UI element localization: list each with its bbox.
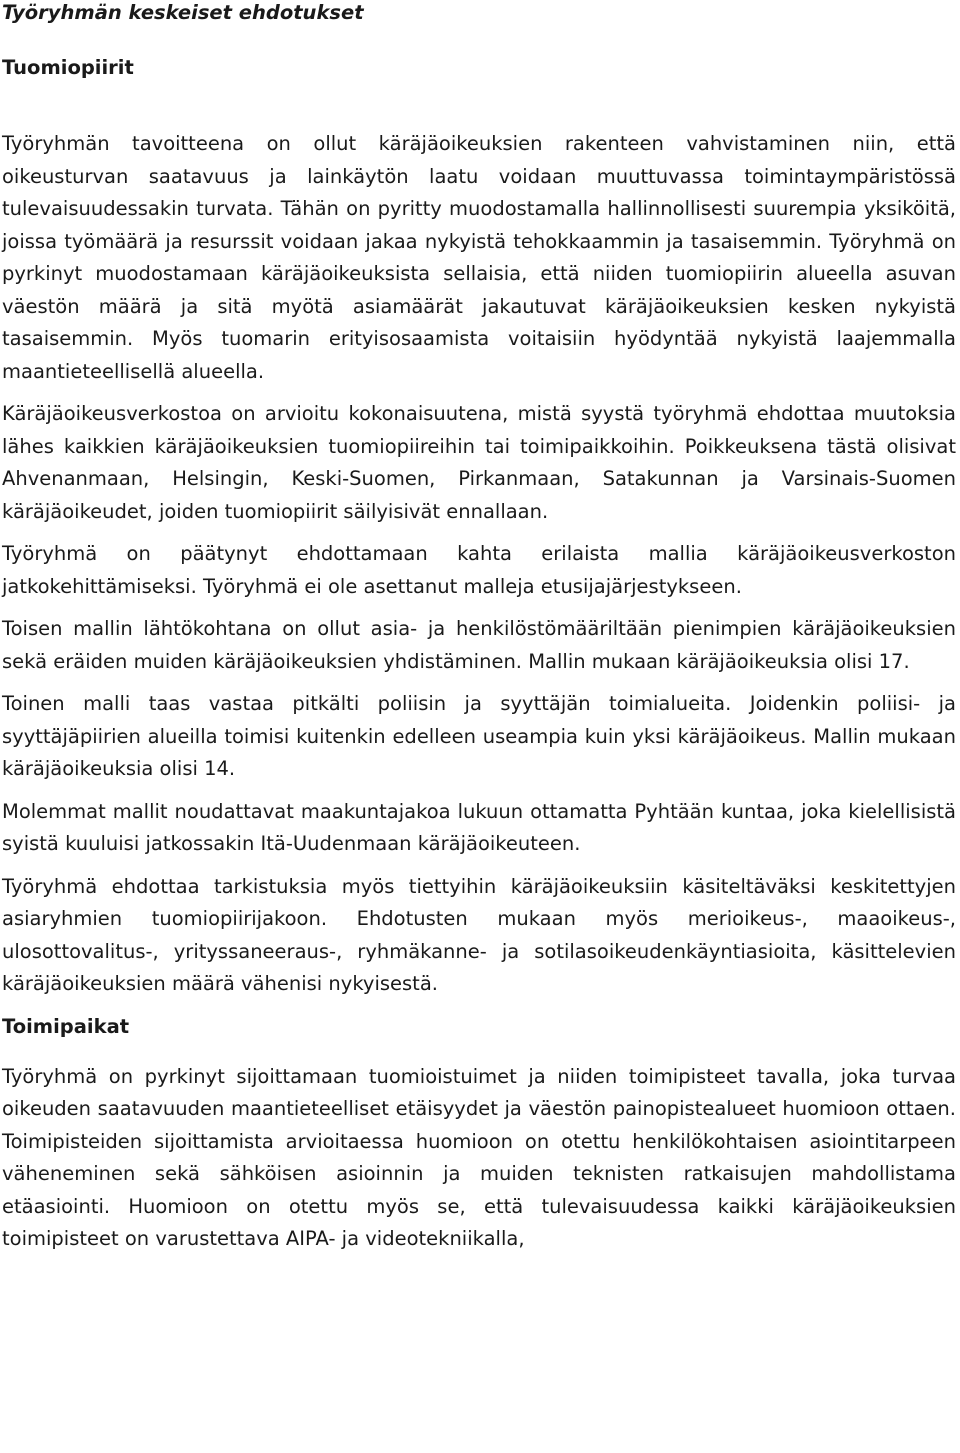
paragraph-1: Työryhmän tavoitteena on ollut käräjäoikeuksien rakenteen vahvistaminen niin, että oikeusturvan saatavuus ja lainkäytön laatu voidaan muuttuvassa toimintaympäristössä tulevaisuudessakin turvata. Tähän on pyritty muodostamalla hallinnollisesti suurempia yksiköitä, joissa työmäärä ja resurssit voidaan jakaa nykyistä tehokkaammin ja tasaisemmin. Työryhmä on pyrkinyt muodostamaan käräjäoikeuksista sellaisia, että niiden tuomiopiirin alueella asuvan väestön määrä ja sitä myötä asiamäärät jakautuvat käräjäoikeuksien kesken nykyistä tasaisemmin. Myös tuomarin erityisosaamista voitaisiin hyödyntää nykyistä laajemmalla maantieteellisellä alueella. [2, 132, 956, 383]
paragraph-3: Työryhmä on päätynyt ehdottamaan kahta erilaista mallia käräjäoikeusverkoston jatkokehittämiseksi. Työryhmä ei ole asettanut malleja etusijajärjestykseen. [2, 542, 956, 598]
paragraph-7: Työryhmä ehdottaa tarkistuksia myös tiettyihin käräjäoikeuksiin käsiteltäväksi keskitettyjen asiaryhmien tuomiopiirijakoon. Ehdotusten mukaan myös merioikeus-, maaoikeus-, ulosottovalitus-, yrityssaneeraus-, ryhmäkanne- ja sotilasoikeudenkäyntiasioita, käsittelevien käräjäoikeuksien määrä vähenisi nykyisestä. [2, 874, 956, 995]
paragraph-8: Työryhmä on pyrkinyt sijoittamaan tuomioistuimet ja niiden toimipisteet tavalla, joka turvaa oikeuden saatavuuden maantieteelliset etäisyydet ja väestön painopistealueet huomioon ottaen. Toimipisteiden sijoittamista arvioitaessa huomioon on otettu henkilökohtaisen asiointitarpeen väheneminen sekä sähköisen asioinnin ja muiden teknisten ratkaisujen mahdollistama etäasiointi. Huomioon on otettu myös se, että tulevaisuudessa kaikki käräjäoikeuksien toimipisteet on varustettava AIPA- ja videotekniikalla, [2, 1064, 956, 1250]
paragraph-6: Molemmat mallit noudattavat maakuntajakoa lukuun ottamatta Pyhtään kuntaa, joka kielellisistä syistä kuuluisi jatkossakin Itä-Uudenmaan käräjäoikeuteen. [2, 799, 956, 855]
paragraph-2: Käräjäoikeusverkostoa on arvioitu kokonaisuutena, mistä syystä työryhmä ehdottaa muutoksia lähes kaikkien käräjäoikeuksien tuomiopiireihin tai toimipaikkoihin. Poikkeuksena tästä olisivat Ahvenanmaan, Helsingin, Keski-Suomen, Pirkanmaan, Satakunnan ja Varsinais-Suomen käräjäoikeudet, joiden tuomiopiirit säilyisivät ennallaan. [2, 402, 956, 523]
paragraph-5: Toinen malli taas vastaa pitkälti poliisin ja syyttäjän toimialueita. Joidenkin poliisi- ja syyttäjäpiirien alueilla toimisi kuitenkin edelleen useampia kuin yksi käräjäoikeus. Mallin mukaan käräjäoikeuksia olisi 14. [2, 692, 956, 780]
document-heading: Työryhmän keskeiset ehdotukset [2, 1, 364, 24]
subheading-tuomiopiirit: Tuomiopiirit [2, 56, 134, 79]
subheading-toimipaikat: Toimipaikat [2, 1014, 130, 1038]
paragraph-4: Toisen mallin lähtökohtana on ollut asia- ja henkilöstömääriltään pienimpien käräjäoikeuksien sekä eräiden muiden käräjäoikeuksien yhdistäminen. Mallin mukaan käräjäoikeuksia olisi 17. [2, 617, 956, 673]
